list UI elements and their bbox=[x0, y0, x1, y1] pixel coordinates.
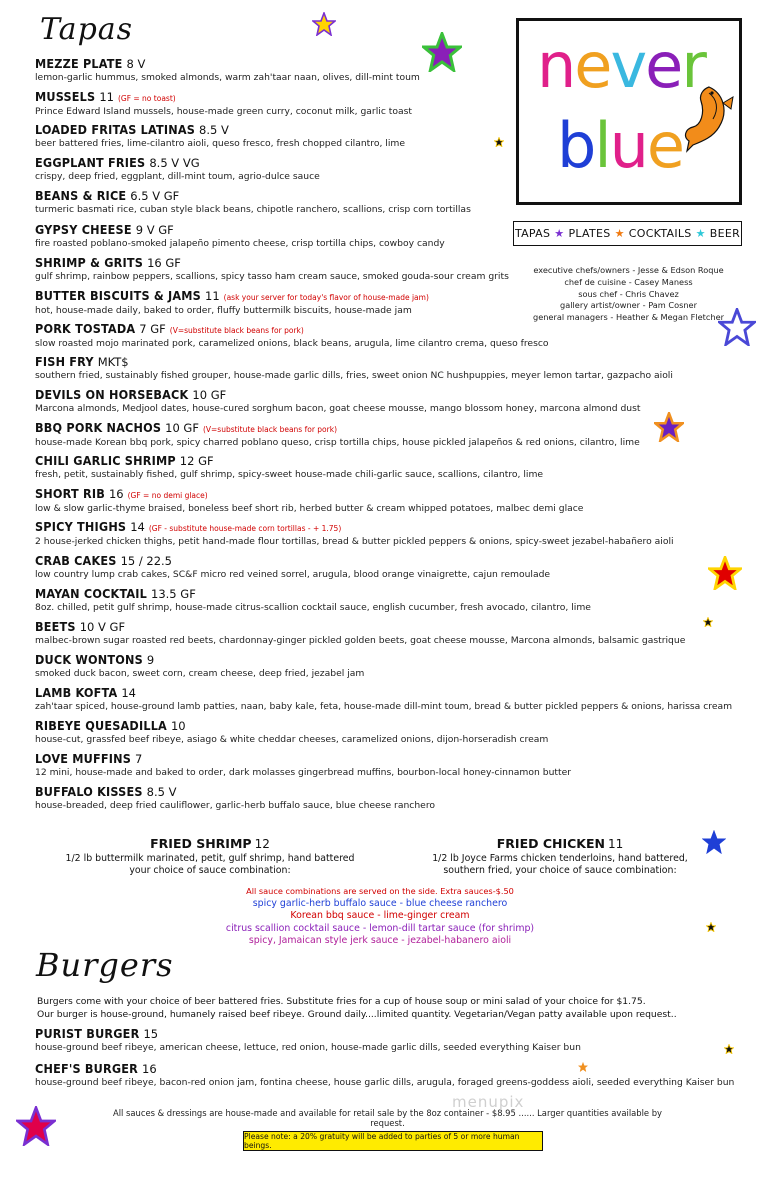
star-icon bbox=[724, 1044, 734, 1054]
logo-letter: r bbox=[681, 29, 705, 102]
item-name: BEETS bbox=[35, 618, 76, 634]
item-desc: house-made Korean bbq pork, spicy charred poblano queso, crisp tortilla chips, house pickled jalapeños & red onions, cilantro, lime bbox=[35, 437, 640, 449]
item-desc: low & slow garlic-thyme braised, boneless beef short rib, herbed butter & cream whipped potatoes, malbec demi glace bbox=[35, 503, 584, 515]
tagline-cocktails: COCKTAILS bbox=[628, 227, 692, 240]
menu-item bbox=[35, 486, 755, 515]
item-desc: zah'taar spiced, house-ground lamb patties, naan, baby kale, feta, house-made dill-mint toum, bread & butter pickled peppers & onions, harissa cream bbox=[35, 700, 733, 712]
item-price: 10 GF bbox=[192, 388, 227, 402]
star-icon bbox=[718, 308, 756, 346]
item-price: 11 bbox=[99, 90, 114, 105]
item-note: (ask your server for today's flavor of house-made jam) bbox=[223, 292, 429, 302]
menu-item bbox=[35, 652, 755, 680]
sauce-note: All sauce combinations are served on the side. Extra sauces-$.50 bbox=[246, 886, 514, 896]
tagline-plates: PLATES bbox=[568, 227, 611, 240]
item-note: (GF = no demi glace) bbox=[127, 491, 208, 501]
menu-item bbox=[35, 586, 755, 614]
item-desc: lemon-garlic hummus, smoked almonds, warm zah'taar naan, olives, dill-mint toum bbox=[35, 72, 420, 83]
footer-note: All sauces & dressings are house-made and available for retail sale by the 8oz container - $8.95 ...... Larger quantities available by request. bbox=[112, 1108, 663, 1128]
item-desc: Prince Edward Island mussels, house-made green curry, coconut milk, garlic toast bbox=[35, 106, 413, 118]
item-name: SHORT RIB bbox=[35, 486, 105, 502]
item-name: FISH FRY bbox=[35, 353, 94, 369]
menu-item-chefs-burger bbox=[35, 1061, 755, 1089]
never-blue-logo bbox=[516, 18, 742, 205]
menu-item bbox=[35, 751, 755, 779]
logo-letter: e bbox=[574, 29, 611, 102]
item-desc: house-cut, grassfed beef ribeye, asiago & white cheddar cheeses, caramelized onions, dijon-horseradish cream bbox=[35, 734, 549, 745]
fried-chicken-desc1: 1/2 lb Joyce Farms chicken tenderloins, hand battered, bbox=[432, 852, 688, 864]
item-name: DUCK WONTONS bbox=[35, 651, 143, 667]
item-name: LOADED FRITAS LATINAS bbox=[35, 122, 196, 138]
item-price: 7 bbox=[135, 752, 143, 767]
item-name: EGGPLANT FRIES bbox=[35, 155, 146, 171]
item-desc: smoked duck bacon, sweet corn, cream cheese, deep fried, jezabel jam bbox=[35, 667, 365, 679]
gratuity-notice: Please note: a 20% gratuity will be added to parties of 5 or more human beings. bbox=[243, 1131, 543, 1151]
item-note: (V=substitute black beans for pork) bbox=[169, 325, 304, 335]
item-price: 8.5 V bbox=[146, 785, 177, 800]
staff-line: general managers - Heather & Megan Fletcher bbox=[533, 312, 724, 323]
fried-chicken-name: FRIED CHICKEN bbox=[496, 836, 605, 851]
logo-letter: v bbox=[610, 29, 646, 102]
menu-item bbox=[35, 519, 755, 548]
item-name: BUTTER BISCUITS & JAMS bbox=[35, 287, 201, 303]
item-name: RIBEYE QUESADILLA bbox=[35, 718, 167, 733]
item-desc: malbec-brown sugar roasted red beets, chardonnay-ginger pickled golden beets, goat cheese mousse, Marcona almonds, balsamic gastrique bbox=[35, 634, 686, 646]
item-price: 15 / 22.5 bbox=[120, 553, 172, 568]
tagline-beer: BEER bbox=[709, 227, 741, 240]
item-name: BBQ PORK NACHOS bbox=[35, 420, 162, 436]
item-desc: beer battered fries, lime-cilantro aioli, queso fresco, fresh chopped cilantro, lime bbox=[35, 138, 405, 150]
star-icon bbox=[312, 12, 336, 36]
item-name: CHILI GARLIC SHRIMP bbox=[35, 453, 176, 469]
item-price: 16 bbox=[108, 487, 124, 502]
item-price: 8 V bbox=[126, 57, 146, 71]
star-icon bbox=[578, 1062, 588, 1072]
logo-letter: l bbox=[594, 109, 610, 182]
staff-credits bbox=[526, 265, 731, 324]
item-name: PORK TOSTADA bbox=[35, 320, 136, 336]
item-desc: Marcona almonds, Medjool dates, house-cured sorghum bacon, goat cheese mousse, mango blossom honey, marcona almond dust bbox=[35, 403, 641, 414]
item-desc: fresh, petit, sustainably fished, gulf shrimp, spicy-sweet house-made chili-garlic sauce, scallions, cilantro, lime bbox=[35, 469, 544, 481]
item-desc: crispy, deep fried, eggplant, dill-mint toum, agrio-dulce sauce bbox=[35, 171, 320, 183]
item-price: 8.5 V VG bbox=[149, 156, 200, 171]
fried-shrimp-name: FRIED SHRIMP bbox=[150, 836, 252, 851]
item-price: 10 GF bbox=[165, 421, 199, 436]
staff-line: chef de cuisine - Casey Maness bbox=[564, 276, 693, 287]
item-note: (GF - substitute house-made corn tortillas - + 1.75) bbox=[148, 524, 342, 534]
item-name: LOVE MUFFINS bbox=[35, 751, 132, 767]
item-desc: low country lump crab cakes, SC&F micro red veined sorrel, arugula, blood orange vinaigrette, cajun remoulade bbox=[35, 568, 551, 580]
item-name: BUFFALO KISSES bbox=[35, 784, 143, 800]
item-price: 9 bbox=[146, 652, 155, 667]
fried-shrimp-price: 12 bbox=[254, 837, 270, 851]
item-note: (GF = no toast) bbox=[117, 94, 176, 104]
menu-item bbox=[35, 453, 755, 481]
item-desc: gulf shrimp, rainbow peppers, scallions, spicy tasso ham cream sauce, smoked gouda-sour cream grits bbox=[35, 270, 509, 282]
sauce-combinations bbox=[180, 885, 580, 948]
item-desc: house-ground beef ribeye, american cheese, lettuce, red onion, house-made garlic dills, seeded everything Kaiser bun bbox=[35, 1042, 581, 1053]
menu-item bbox=[35, 321, 755, 350]
star-icon: ★ bbox=[695, 227, 706, 240]
item-name: SPICY THIGHS bbox=[35, 519, 127, 535]
item-desc: turmeric basmati rice, cuban style black beans, chipotle ranchero, scallions, crisp corn tortillas bbox=[35, 204, 471, 216]
item-price: 14 bbox=[130, 520, 145, 535]
item-name: MAYAN COCKTAIL bbox=[35, 585, 148, 601]
star-icon: ★ bbox=[614, 227, 625, 240]
menu-item bbox=[35, 685, 755, 713]
tagline-bar bbox=[513, 221, 742, 246]
star-icon bbox=[708, 556, 742, 590]
item-price: MKT$ bbox=[97, 354, 129, 369]
star-icon bbox=[706, 922, 716, 932]
burgers-intro-1: Burgers come with your choice of beer battered fries. Substitute fries for a cup of house soup or mini salad of your choice for $1.75. bbox=[37, 996, 646, 1007]
item-price: 16 bbox=[142, 1062, 157, 1076]
menu-item bbox=[35, 619, 755, 647]
staff-line: executive chefs/owners - Jesse & Edson Roque bbox=[533, 265, 724, 275]
item-price: 14 bbox=[121, 685, 136, 700]
item-name: PURIST BURGER bbox=[35, 1026, 140, 1041]
logo-word-blue bbox=[557, 109, 683, 182]
logo-letter: e bbox=[645, 29, 682, 102]
item-name: DEVILS ON HORSEBACK bbox=[35, 387, 189, 402]
watermark: menupix bbox=[452, 1093, 525, 1111]
tapas-title: Tapas bbox=[40, 12, 134, 47]
star-icon bbox=[703, 617, 713, 627]
item-price: 9 V GF bbox=[135, 222, 174, 237]
koi-fish-icon bbox=[679, 83, 737, 153]
burgers-title: Burgers bbox=[36, 946, 174, 984]
fried-chicken-desc2: southern fried, your choice of sauce combination: bbox=[443, 865, 677, 876]
staff-line: sous chef - Chris Chavez bbox=[578, 288, 679, 299]
star-icon bbox=[494, 137, 504, 147]
fried-chicken-block bbox=[410, 838, 710, 878]
item-desc: 12 mini, house-made and baked to order, dark molasses gingerbread muffins, bourbon-local honey-cinnamon butter bbox=[35, 767, 572, 779]
item-price: 16 GF bbox=[147, 255, 181, 270]
tagline-tapas: TAPAS bbox=[514, 227, 551, 240]
sauce-line: spicy, Jamaican style jerk sauce - jezabel-habanero aioli bbox=[248, 935, 512, 946]
item-name: MUSSELS bbox=[35, 89, 96, 105]
logo-letter: n bbox=[537, 29, 575, 102]
item-price: 13.5 GF bbox=[151, 586, 196, 601]
item-desc: 8oz. chilled, petit gulf shrimp, house-made citrus-scallion cocktail sauce, english cucumber, fresh avocado, cilantro, lime bbox=[35, 601, 591, 613]
item-price: 8.5 V bbox=[199, 123, 229, 138]
item-price: 6.5 V GF bbox=[130, 189, 180, 204]
item-name: CHEF'S BURGER bbox=[35, 1061, 139, 1076]
item-desc: 2 house-jerked chicken thighs, petit hand-made flour tortillas, bread & butter pickled peppers & onions, spicy-sweet jezabel-habañero aioli bbox=[35, 536, 674, 548]
sauce-line: citrus scallion cocktail sauce - lemon-dill tartar sauce (for shrimp) bbox=[225, 922, 535, 934]
item-desc: slow roasted mojo marinated pork, caramelized onions, black beans, arugula, lime cilantro crema, queso fresco bbox=[35, 337, 549, 349]
burgers-intro-2: Our burger is house-ground, humanely raised beef ribeye. Ground daily....limited quantity. Vegetarian/Vegan patty available upon request.. bbox=[37, 1009, 677, 1020]
item-name: LAMB KOFTA bbox=[35, 684, 118, 700]
item-desc: house-ground beef ribeye, bacon-red onion jam, fontina cheese, house garlic dills, arugula, foraged greens-goddess aioli, seeded everything Kaiser bun bbox=[35, 1077, 735, 1088]
item-name: BEANS & RICE bbox=[35, 188, 127, 204]
sauce-line: Korean bbq sauce - lime-ginger cream bbox=[290, 910, 470, 921]
menu-item bbox=[35, 420, 755, 449]
item-desc: hot, house-made daily, baked to order, fluffy buttermilk biscuits, house-made jam bbox=[35, 304, 412, 316]
item-name: SHRIMP & GRITS bbox=[35, 254, 144, 270]
item-price: 7 GF bbox=[139, 321, 166, 336]
menu-item-purist-burger bbox=[35, 1026, 755, 1054]
star-icon: ★ bbox=[554, 227, 565, 240]
logo-letter: e bbox=[646, 109, 684, 182]
star-icon bbox=[654, 412, 684, 442]
logo-letter: b bbox=[557, 109, 595, 182]
item-name: CRAB CAKES bbox=[35, 552, 117, 568]
item-price: 10 bbox=[170, 719, 186, 733]
item-desc: house-breaded, deep fried cauliflower, garlic-herb buffalo sauce, blue cheese ranchero bbox=[35, 800, 436, 812]
item-name: MEZZE PLATE bbox=[35, 56, 123, 71]
item-price: 15 bbox=[143, 1027, 159, 1041]
star-icon bbox=[16, 1106, 56, 1146]
star-icon bbox=[422, 32, 462, 72]
logo-letter: u bbox=[609, 109, 647, 182]
sauce-line: spicy garlic-herb buffalo sauce - blue cheese ranchero bbox=[252, 897, 508, 909]
item-price: 12 GF bbox=[179, 454, 214, 469]
staff-line: gallery artist/owner - Pam Cosner bbox=[560, 300, 697, 311]
menu-item bbox=[35, 553, 755, 581]
fried-chicken-price: 11 bbox=[607, 837, 624, 851]
item-name: GYPSY CHEESE bbox=[35, 221, 132, 237]
item-price: 10 V GF bbox=[79, 619, 126, 634]
menu-item bbox=[35, 387, 755, 415]
menu-item bbox=[35, 718, 755, 746]
item-desc: southern fried, sustainably fished grouper, house-made garlic dills, fries, sweet onion NC hushpuppies, meyer lemon tartar, gazpacho aioli bbox=[35, 369, 673, 381]
item-price: 11 bbox=[205, 288, 220, 303]
fried-shrimp-desc1: 1/2 lb buttermilk marinated, petit, gulf shrimp, hand battered bbox=[65, 852, 355, 864]
item-desc: fire roasted poblano-smoked jalapeño pimento cheese, crisp tortilla chips, cowboy candy bbox=[35, 237, 445, 249]
fried-shrimp-block bbox=[60, 838, 360, 878]
menu-item bbox=[35, 784, 755, 812]
fried-shrimp-desc2: your choice of sauce combination: bbox=[129, 865, 291, 876]
item-note: (V=substitute black beans for pork) bbox=[202, 425, 338, 435]
menu-item bbox=[35, 354, 755, 382]
star-icon bbox=[702, 830, 726, 854]
